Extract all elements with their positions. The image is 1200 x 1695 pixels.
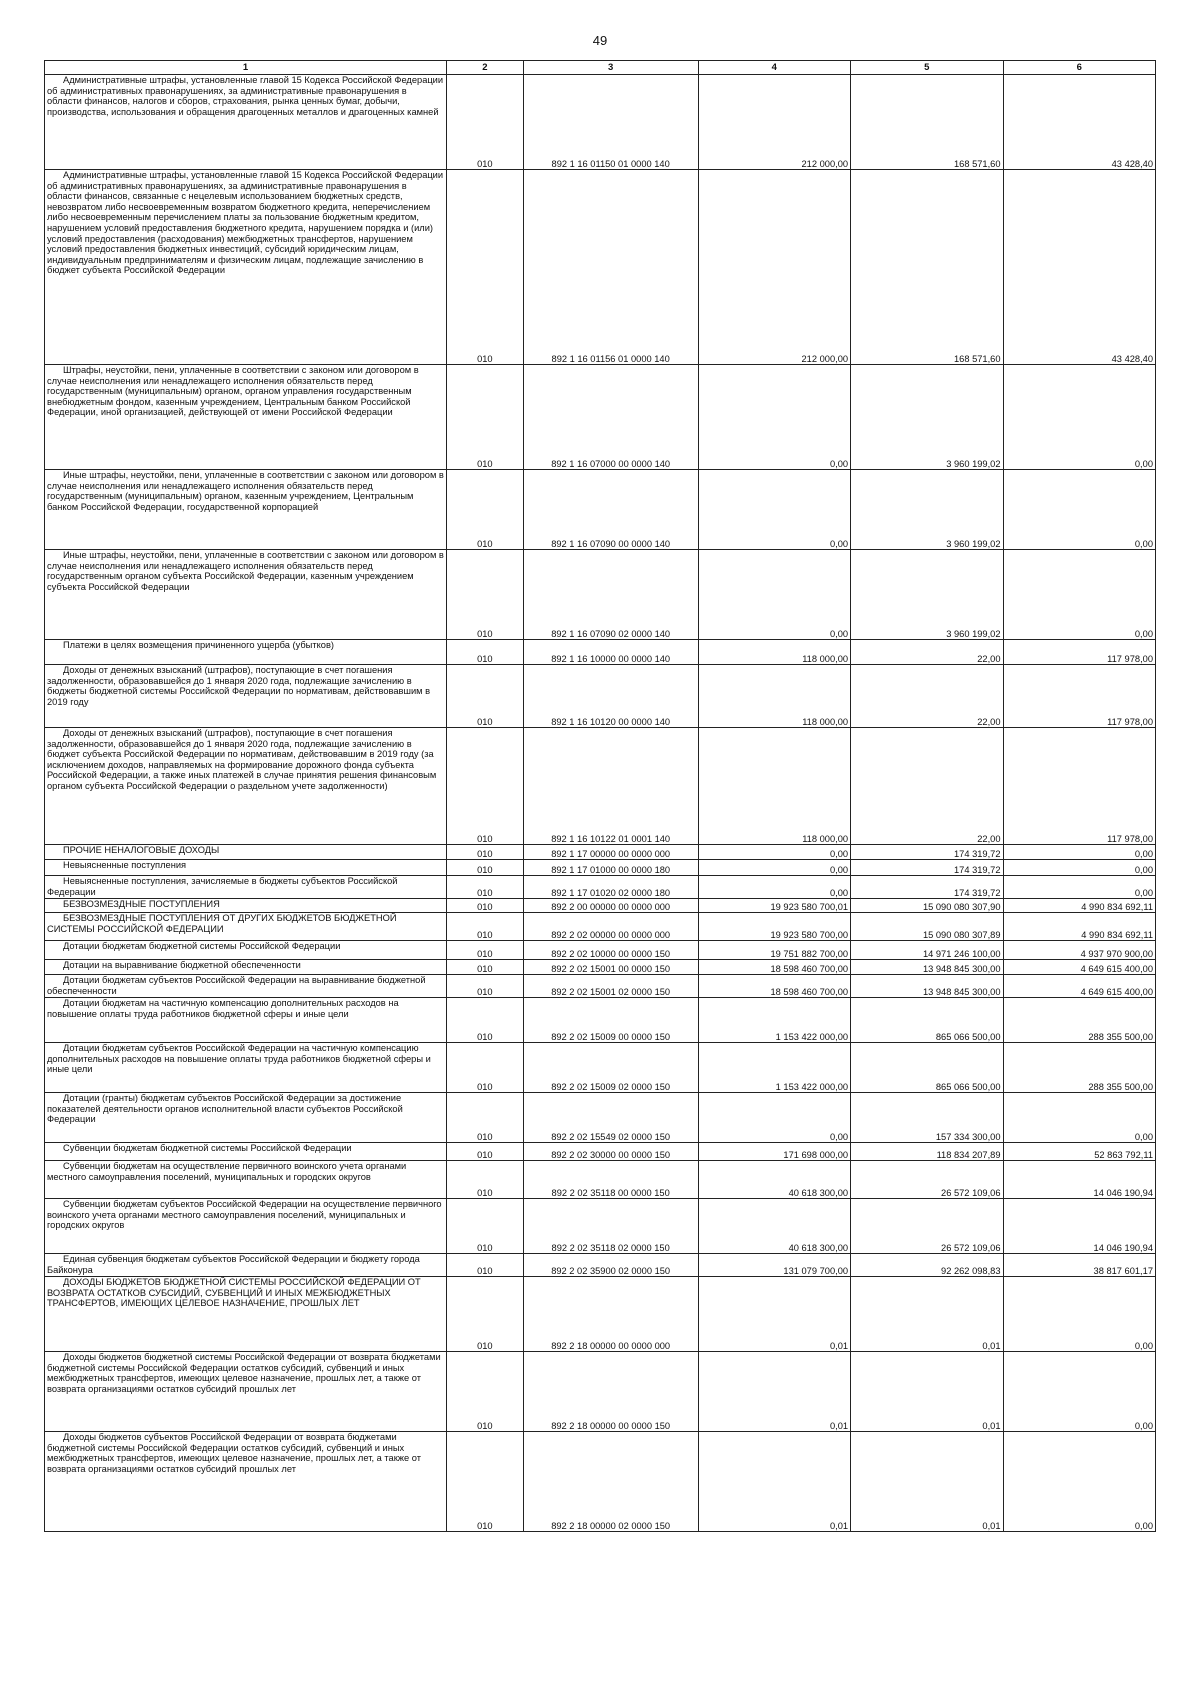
row-name-cell: ПРОЧИЕ НЕНАЛОГОВЫЕ ДОХОДЫ: [45, 845, 447, 860]
row-unexecuted-cell: 117 978,00: [1003, 728, 1155, 845]
row-unexecuted-cell: 4 990 834 692,11: [1003, 913, 1155, 941]
row-budget-code-cell: 892 2 00 00000 00 0000 000: [523, 899, 698, 913]
table-row: [45, 365, 1156, 470]
table-row: [45, 1143, 1156, 1161]
row-unexecuted-cell: 38 817 601,17: [1003, 1254, 1155, 1277]
row-line-code-cell: 010: [446, 1043, 523, 1093]
table-row: [45, 860, 1156, 876]
row-budget-code-cell: 892 2 02 00000 00 0000 000: [523, 913, 698, 941]
table-row: [45, 998, 1156, 1043]
row-budget-code-cell: 892 1 16 07090 00 0000 140: [523, 470, 698, 550]
table-row: [45, 1352, 1156, 1432]
row-approved-cell: 0,01: [698, 1432, 850, 1532]
row-line-code-cell: 010: [446, 1093, 523, 1143]
row-approved-cell: 18 598 460 700,00: [698, 960, 850, 975]
table-row: [45, 941, 1156, 960]
table-row: [45, 1199, 1156, 1254]
row-executed-cell: 118 834 207,89: [851, 1143, 1003, 1161]
row-line-code-cell: 010: [446, 550, 523, 640]
row-unexecuted-cell: 0,00: [1003, 1432, 1155, 1532]
table-row: [45, 845, 1156, 860]
row-line-code-cell: 010: [446, 470, 523, 550]
row-budget-code-cell: 892 2 02 15009 00 0000 150: [523, 998, 698, 1043]
row-approved-cell: 0,01: [698, 1352, 850, 1432]
row-budget-code-cell: 892 1 16 07090 02 0000 140: [523, 550, 698, 640]
row-line-code-cell: 010: [446, 1143, 523, 1161]
row-approved-cell: 118 000,00: [698, 640, 850, 665]
row-executed-cell: 865 066 500,00: [851, 1043, 1003, 1093]
row-executed-cell: 15 090 080 307,89: [851, 913, 1003, 941]
row-line-code-cell: 010: [446, 365, 523, 470]
row-executed-cell: 26 572 109,06: [851, 1199, 1003, 1254]
revenue-table: [44, 60, 1156, 1532]
column-header: 2: [446, 61, 523, 75]
row-budget-code-cell: 892 2 18 00000 00 0000 150: [523, 1352, 698, 1432]
row-budget-code-cell: 892 2 02 35118 00 0000 150: [523, 1161, 698, 1199]
table-row: [45, 665, 1156, 728]
row-executed-cell: 3 960 199,02: [851, 550, 1003, 640]
row-executed-cell: 22,00: [851, 665, 1003, 728]
row-name-cell: Дотации бюджетам бюджетной системы Российской Федерации: [45, 941, 447, 960]
row-line-code-cell: 010: [446, 899, 523, 913]
row-unexecuted-cell: 0,00: [1003, 860, 1155, 876]
table-row: [45, 975, 1156, 998]
row-executed-cell: 13 948 845 300,00: [851, 960, 1003, 975]
row-name-cell: Дотации бюджетам субъектов Российской Федерации на выравнивание бюджетной обеспеченности: [45, 975, 447, 998]
row-approved-cell: 0,00: [698, 876, 850, 899]
row-budget-code-cell: 892 2 02 35118 02 0000 150: [523, 1199, 698, 1254]
row-unexecuted-cell: 288 355 500,00: [1003, 1043, 1155, 1093]
column-header: 1: [45, 61, 447, 75]
row-executed-cell: 26 572 109,06: [851, 1161, 1003, 1199]
column-header: 6: [1003, 61, 1155, 75]
row-unexecuted-cell: 0,00: [1003, 550, 1155, 640]
row-budget-code-cell: 892 1 16 10120 00 0000 140: [523, 665, 698, 728]
row-budget-code-cell: 892 2 02 30000 00 0000 150: [523, 1143, 698, 1161]
table-row: [45, 876, 1156, 899]
row-unexecuted-cell: 0,00: [1003, 1352, 1155, 1432]
table-row: [45, 728, 1156, 845]
row-unexecuted-cell: 4 990 834 692,11: [1003, 899, 1155, 913]
row-line-code-cell: 010: [446, 1161, 523, 1199]
table-body: [45, 75, 1156, 1532]
page-number: 49: [592, 33, 608, 48]
table-row: [45, 640, 1156, 665]
row-name-cell: Невыясненные поступления, зачисляемые в бюджеты субъектов Российской Федерации: [45, 876, 447, 899]
row-executed-cell: 92 262 098,83: [851, 1254, 1003, 1277]
row-name-cell: Субвенции бюджетам субъектов Российской Федерации на осуществление первичного воинского учета органами местного самоуправления поселений, муниципальных и городских округов: [45, 1199, 447, 1254]
row-line-code-cell: 010: [446, 728, 523, 845]
row-approved-cell: 1 153 422 000,00: [698, 1043, 850, 1093]
row-line-code-cell: 010: [446, 998, 523, 1043]
row-unexecuted-cell: 4 937 970 900,00: [1003, 941, 1155, 960]
row-budget-code-cell: 892 1 17 00000 00 0000 000: [523, 845, 698, 860]
row-name-cell: Субвенции бюджетам бюджетной системы Российской Федерации: [45, 1143, 447, 1161]
row-unexecuted-cell: 14 046 190,94: [1003, 1161, 1155, 1199]
row-approved-cell: 0,00: [698, 845, 850, 860]
row-line-code-cell: 010: [446, 1352, 523, 1432]
row-name-cell: Доходы бюджетов бюджетной системы Российской Федерации от возврата бюджетами бюджетной системы Российской Федерации остатков субсидий, субвенций и иных межбюджетных трансфертов, имеющих целевое назначение, прошлых лет, а также от возврата организациями остатков субсидий прошлых лет: [45, 1352, 447, 1432]
row-name-cell: Административные штрафы, установленные главой 15 Кодекса Российской Федерации об административных правонарушениях, за административные правонарушения в области финансов, налогов и сборов, страхования, рынка ценных бумаг, добычи, производства, использования и обращения драгоценных металлов и драгоценных камней: [45, 75, 447, 170]
row-budget-code-cell: 892 1 16 10000 00 0000 140: [523, 640, 698, 665]
row-name-cell: Дотации (гранты) бюджетам субъектов Российской Федерации за достижение показателей деятельности органов исполнительной власти субъектов Российской Федерации: [45, 1093, 447, 1143]
table-row: [45, 550, 1156, 640]
row-approved-cell: 0,00: [698, 550, 850, 640]
row-budget-code-cell: 892 2 02 35900 02 0000 150: [523, 1254, 698, 1277]
row-budget-code-cell: 892 2 02 15009 02 0000 150: [523, 1043, 698, 1093]
row-approved-cell: 18 598 460 700,00: [698, 975, 850, 998]
row-line-code-cell: 010: [446, 640, 523, 665]
row-approved-cell: 19 751 882 700,00: [698, 941, 850, 960]
table-row: [45, 1043, 1156, 1093]
table-row: [45, 170, 1156, 365]
table-row: [45, 1161, 1156, 1199]
row-name-cell: Иные штрафы, неустойки, пени, уплаченные в соответствии с законом или договором в случае неисполнения или ненадлежащего исполнения обязательств перед государственным (муниципальным) органом, казенным учреждением, Центральным банком Российской Федерации, государственной корпорацией: [45, 470, 447, 550]
row-executed-cell: 15 090 080 307,90: [851, 899, 1003, 913]
row-executed-cell: 168 571,60: [851, 170, 1003, 365]
row-budget-code-cell: 892 2 18 00000 02 0000 150: [523, 1432, 698, 1532]
table-row: [45, 1093, 1156, 1143]
row-executed-cell: 157 334 300,00: [851, 1093, 1003, 1143]
table-row: [45, 1432, 1156, 1532]
table-row: [45, 470, 1156, 550]
table-row: [45, 899, 1156, 913]
row-line-code-cell: 010: [446, 170, 523, 365]
row-budget-code-cell: 892 2 18 00000 00 0000 000: [523, 1277, 698, 1352]
row-line-code-cell: 010: [446, 1199, 523, 1254]
row-executed-cell: 22,00: [851, 728, 1003, 845]
table-row: [45, 1277, 1156, 1352]
row-budget-code-cell: 892 1 16 10122 01 0001 140: [523, 728, 698, 845]
row-name-cell: Дотации на выравнивание бюджетной обеспеченности: [45, 960, 447, 975]
table-row: [45, 75, 1156, 170]
row-budget-code-cell: 892 2 02 15001 02 0000 150: [523, 975, 698, 998]
row-line-code-cell: 010: [446, 975, 523, 998]
row-unexecuted-cell: 43 428,40: [1003, 75, 1155, 170]
row-unexecuted-cell: 0,00: [1003, 845, 1155, 860]
row-unexecuted-cell: 0,00: [1003, 876, 1155, 899]
row-name-cell: Невыясненные поступления: [45, 860, 447, 876]
row-approved-cell: 212 000,00: [698, 170, 850, 365]
row-unexecuted-cell: 4 649 615 400,00: [1003, 975, 1155, 998]
table-row: [45, 1254, 1156, 1277]
row-budget-code-cell: 892 1 16 01156 01 0000 140: [523, 170, 698, 365]
row-line-code-cell: 010: [446, 1277, 523, 1352]
row-line-code-cell: 010: [446, 913, 523, 941]
row-name-cell: Субвенции бюджетам на осуществление первичного воинского учета органами местного самоуправления поселений, муниципальных и городских округов: [45, 1161, 447, 1199]
row-approved-cell: 19 923 580 700,01: [698, 899, 850, 913]
row-line-code-cell: 010: [446, 860, 523, 876]
row-unexecuted-cell: 43 428,40: [1003, 170, 1155, 365]
row-approved-cell: 212 000,00: [698, 75, 850, 170]
row-approved-cell: 19 923 580 700,00: [698, 913, 850, 941]
row-name-cell: Штрафы, неустойки, пени, уплаченные в соответствии с законом или договором в случае неисполнения или ненадлежащего исполнения обязательств перед государственным (муниципальным) органом, органом управления государственным внебюджетным фондом, казенным учреждением, Центральным банком Российской Федерации, иной организацией, действующей от имени Российской Федерации: [45, 365, 447, 470]
row-unexecuted-cell: 14 046 190,94: [1003, 1199, 1155, 1254]
row-budget-code-cell: 892 2 02 15001 00 0000 150: [523, 960, 698, 975]
row-approved-cell: 1 153 422 000,00: [698, 998, 850, 1043]
row-approved-cell: 0,00: [698, 470, 850, 550]
row-approved-cell: 40 618 300,00: [698, 1161, 850, 1199]
row-unexecuted-cell: 4 649 615 400,00: [1003, 960, 1155, 975]
column-number-row: [45, 61, 1156, 75]
row-name-cell: БЕЗВОЗМЕЗДНЫЕ ПОСТУПЛЕНИЯ: [45, 899, 447, 913]
row-budget-code-cell: 892 1 17 01000 00 0000 180: [523, 860, 698, 876]
row-approved-cell: 171 698 000,00: [698, 1143, 850, 1161]
row-name-cell: Доходы бюджетов субъектов Российской Федерации от возврата бюджетами бюджетной системы Российской Федерации остатков субсидий, субвенций и иных межбюджетных трансфертов, имеющих целевое назначение, прошлых лет, а также от возврата организациями остатков субсидий прошлых лет: [45, 1432, 447, 1532]
table-row: [45, 913, 1156, 941]
row-executed-cell: 0,01: [851, 1432, 1003, 1532]
row-budget-code-cell: 892 2 02 15549 02 0000 150: [523, 1093, 698, 1143]
column-header: 5: [851, 61, 1003, 75]
row-executed-cell: 14 971 246 100,00: [851, 941, 1003, 960]
row-line-code-cell: 010: [446, 960, 523, 975]
row-executed-cell: 174 319,72: [851, 876, 1003, 899]
row-executed-cell: 3 960 199,02: [851, 470, 1003, 550]
row-name-cell: Административные штрафы, установленные главой 15 Кодекса Российской Федерации об административных правонарушениях, за административные правонарушения в области финансов, связанные с нецелевым использованием бюджетных средств, невозвратом либо несвоевременным возвратом бюджетного кредита, неперечислением либо несвоевременным перечислением платы за пользование бюджетным кредитом, нарушением условий предоставления бюджетного кредита, нарушением порядка и (или) условий предоставления (расходования) межбюджетных трансфертов, нарушением условий предоставления бюджетных инвестиций, субсидий юридическим лицам, индивидуальным предпринимателям и физическим лицам, подлежащие зачислению в бюджет субъекта Российской Федерации: [45, 170, 447, 365]
row-unexecuted-cell: 0,00: [1003, 1277, 1155, 1352]
row-line-code-cell: 010: [446, 665, 523, 728]
row-approved-cell: 0,00: [698, 860, 850, 876]
row-unexecuted-cell: 117 978,00: [1003, 640, 1155, 665]
row-line-code-cell: 010: [446, 1432, 523, 1532]
row-executed-cell: 865 066 500,00: [851, 998, 1003, 1043]
row-unexecuted-cell: 0,00: [1003, 1093, 1155, 1143]
row-unexecuted-cell: 117 978,00: [1003, 665, 1155, 728]
row-budget-code-cell: 892 1 16 01150 01 0000 140: [523, 75, 698, 170]
row-name-cell: Единая субвенция бюджетам субъектов Российской Федерации и бюджету города Байконура: [45, 1254, 447, 1277]
row-budget-code-cell: 892 1 17 01020 02 0000 180: [523, 876, 698, 899]
row-approved-cell: 0,00: [698, 1093, 850, 1143]
row-name-cell: Платежи в целях возмещения причиненного ущерба (убытков): [45, 640, 447, 665]
row-executed-cell: 174 319,72: [851, 845, 1003, 860]
row-unexecuted-cell: 0,00: [1003, 365, 1155, 470]
row-executed-cell: 13 948 845 300,00: [851, 975, 1003, 998]
row-name-cell: Доходы от денежных взысканий (штрафов), поступающие в счет погашения задолженности, образовавшейся до 1 января 2020 года, подлежащие зачислению в бюджет субъекта Российской Федерации по нормативам, действовавшим в 2019 году (за исключением доходов, направляемых на формирование дорожного фонда субъекта Российской Федерации, а также иных платежей в случае принятия решения финансовым органом субъекта Российской Федерации о раздельном учете задолженности): [45, 728, 447, 845]
row-line-code-cell: 010: [446, 845, 523, 860]
row-line-code-cell: 010: [446, 75, 523, 170]
row-name-cell: Дотации бюджетам субъектов Российской Федерации на частичную компенсацию дополнительных расходов на повышение оплаты труда работников бюджетной сферы и иные цели: [45, 1043, 447, 1093]
row-approved-cell: 0,00: [698, 365, 850, 470]
row-approved-cell: 118 000,00: [698, 665, 850, 728]
row-approved-cell: 0,01: [698, 1277, 850, 1352]
row-name-cell: ДОХОДЫ БЮДЖЕТОВ БЮДЖЕТНОЙ СИСТЕМЫ РОССИЙСКОЙ ФЕДЕРАЦИИ ОТ ВОЗВРАТА ОСТАТКОВ СУБСИДИЙ, СУБВЕНЦИЙ И ИНЫХ МЕЖБЮДЖЕТНЫХ ТРАНСФЕРТОВ, ИМЕЮЩИХ ЦЕЛЕВОЕ НАЗНАЧЕНИЕ, ПРОШЛЫХ ЛЕТ: [45, 1277, 447, 1352]
row-executed-cell: 174 319,72: [851, 860, 1003, 876]
row-name-cell: БЕЗВОЗМЕЗДНЫЕ ПОСТУПЛЕНИЯ ОТ ДРУГИХ БЮДЖЕТОВ БЮДЖЕТНОЙ СИСТЕМЫ РОССИЙСКОЙ ФЕДЕРАЦИИ: [45, 913, 447, 941]
row-unexecuted-cell: 52 863 792,11: [1003, 1143, 1155, 1161]
row-line-code-cell: 010: [446, 876, 523, 899]
row-name-cell: Дотации бюджетам на частичную компенсацию дополнительных расходов на повышение оплаты труда работников бюджетной сферы и иные цели: [45, 998, 447, 1043]
row-line-code-cell: 010: [446, 1254, 523, 1277]
row-approved-cell: 118 000,00: [698, 728, 850, 845]
row-executed-cell: 0,01: [851, 1277, 1003, 1352]
row-name-cell: Иные штрафы, неустойки, пени, уплаченные в соответствии с законом или договором в случае неисполнения или ненадлежащего исполнения обязательств перед государственным органом субъекта Российской Федерации, казенным учреждением субъекта Российской Федерации: [45, 550, 447, 640]
row-executed-cell: 0,01: [851, 1352, 1003, 1432]
row-approved-cell: 131 079 700,00: [698, 1254, 850, 1277]
row-executed-cell: 3 960 199,02: [851, 365, 1003, 470]
table-row: [45, 960, 1156, 975]
column-header: 4: [698, 61, 850, 75]
row-line-code-cell: 010: [446, 941, 523, 960]
column-header: 3: [523, 61, 698, 75]
row-unexecuted-cell: 288 355 500,00: [1003, 998, 1155, 1043]
row-budget-code-cell: 892 1 16 07000 00 0000 140: [523, 365, 698, 470]
row-budget-code-cell: 892 2 02 10000 00 0000 150: [523, 941, 698, 960]
row-unexecuted-cell: 0,00: [1003, 470, 1155, 550]
row-executed-cell: 22,00: [851, 640, 1003, 665]
row-name-cell: Доходы от денежных взысканий (штрафов), поступающие в счет погашения задолженности, образовавшейся до 1 января 2020 года, подлежащие зачислению в бюджеты бюджетной системы Российской Федерации по нормативам, действовавшим в 2019 году: [45, 665, 447, 728]
row-approved-cell: 40 618 300,00: [698, 1199, 850, 1254]
row-executed-cell: 168 571,60: [851, 75, 1003, 170]
